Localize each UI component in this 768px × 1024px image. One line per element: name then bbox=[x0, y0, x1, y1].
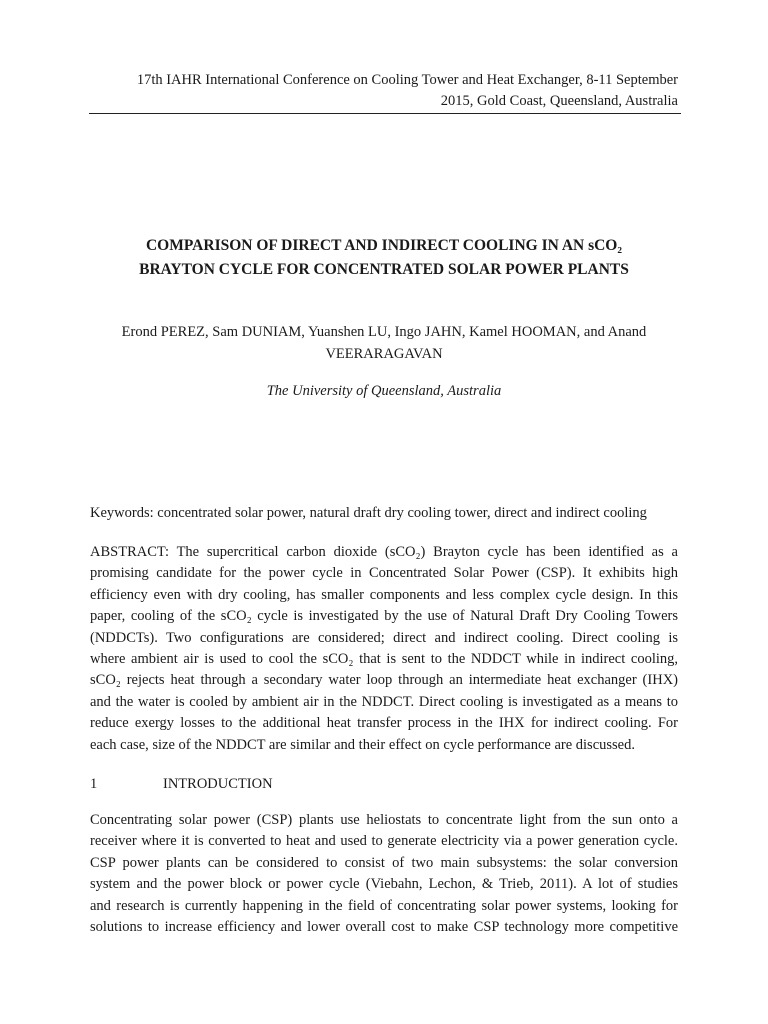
keywords: Keywords: concentrated solar power, natural draft dry cooling tower, direct and indirect cooling bbox=[90, 505, 647, 521]
paper-title-line-2: BRAYTON CYCLE FOR CONCENTRATED SOLAR POWER PLANTS bbox=[139, 261, 629, 278]
abstract-line: sCO₂ rejects heat through a secondary water loop through an intermediate heat exchanger (IHX) bbox=[90, 672, 678, 689]
author-list bbox=[90, 321, 678, 365]
introduction-line: CSP power plants can be considered to consist of two main subsystems: the solar conversion bbox=[90, 854, 678, 871]
section-number: 1 bbox=[90, 776, 98, 792]
running-header-line-2: 2015, Gold Coast, Queensland, Australia bbox=[440, 93, 678, 109]
paper-title-line-1: COMPARISON OF DIRECT AND INDIRECT COOLING IN AN sCO₂ bbox=[145, 237, 623, 254]
introduction-line: and research is currently happening in the field of concentrating solar power systems, looking for bbox=[90, 897, 678, 914]
introduction-line: system and the power block or power cycle (Viebahn, Lechon, & Trieb, 2011). A lot of studies bbox=[90, 876, 678, 893]
section-title: INTRODUCTION bbox=[163, 776, 273, 792]
abstract-line: where ambient air is used to cool the sCO₂ that is sent to the NDDCT while in indirect cooling, bbox=[90, 650, 678, 667]
abstract-line: each case, size of the NDDCT are similar and their effect on cycle performance are discussed. bbox=[90, 736, 635, 753]
abstract-line: efficiency even with dry cooling, has smaller components and less complex cycle design. In this bbox=[90, 586, 678, 603]
abstract-line: (NDDCTs). Two configurations are considered; direct and indirect cooling. Direct cooling is bbox=[90, 629, 678, 646]
abstract-line: ABSTRACT: The supercritical carbon dioxide (sCO₂) Brayton cycle has been identified as a bbox=[90, 544, 678, 560]
introduction-line: receiver where it is converted to heat and used to generate electricity via a power generation cycle. bbox=[90, 833, 678, 850]
author-list-line-1: Erond PEREZ, Sam DUNIAM, Yuanshen LU, Ingo JAHN, Kamel HOOMAN, and Anand bbox=[121, 324, 647, 340]
affiliation: The University of Queensland, Australia bbox=[266, 383, 502, 399]
abstract bbox=[90, 542, 678, 756]
author-list-line-2: VEERARAGAVAN bbox=[325, 346, 443, 362]
running-header-line-1: 17th IAHR International Conference on Cooling Tower and Heat Exchanger, 8-11 September bbox=[136, 72, 678, 88]
abstract-line: reduce exergy losses to the additional heat transfer process in the IHX for indirect cooling. For bbox=[90, 715, 678, 732]
abstract-line: promising candidate for the power cycle in Concentrated Solar Power (CSP). It exhibits high bbox=[90, 565, 678, 582]
introduction-line: solutions to increase efficiency and lower overall cost to make CSP technology more competitive bbox=[90, 918, 678, 935]
running-header bbox=[90, 70, 678, 112]
abstract-line: and the water is cooled by ambient air in the NDDCT. Direct cooling is investigated as a means to bbox=[90, 693, 678, 710]
abstract-line: paper, cooling of the sCO₂ cycle is investigated by the use of Natural Draft Dry Cooling Towers bbox=[90, 608, 678, 625]
section-heading-introduction bbox=[90, 774, 273, 795]
header-rule bbox=[89, 113, 681, 114]
paper-title bbox=[90, 234, 678, 282]
introduction-paragraph bbox=[90, 810, 678, 938]
introduction-line: Concentrating solar power (CSP) plants use heliostats to concentrate light from the sun onto a bbox=[90, 812, 678, 828]
